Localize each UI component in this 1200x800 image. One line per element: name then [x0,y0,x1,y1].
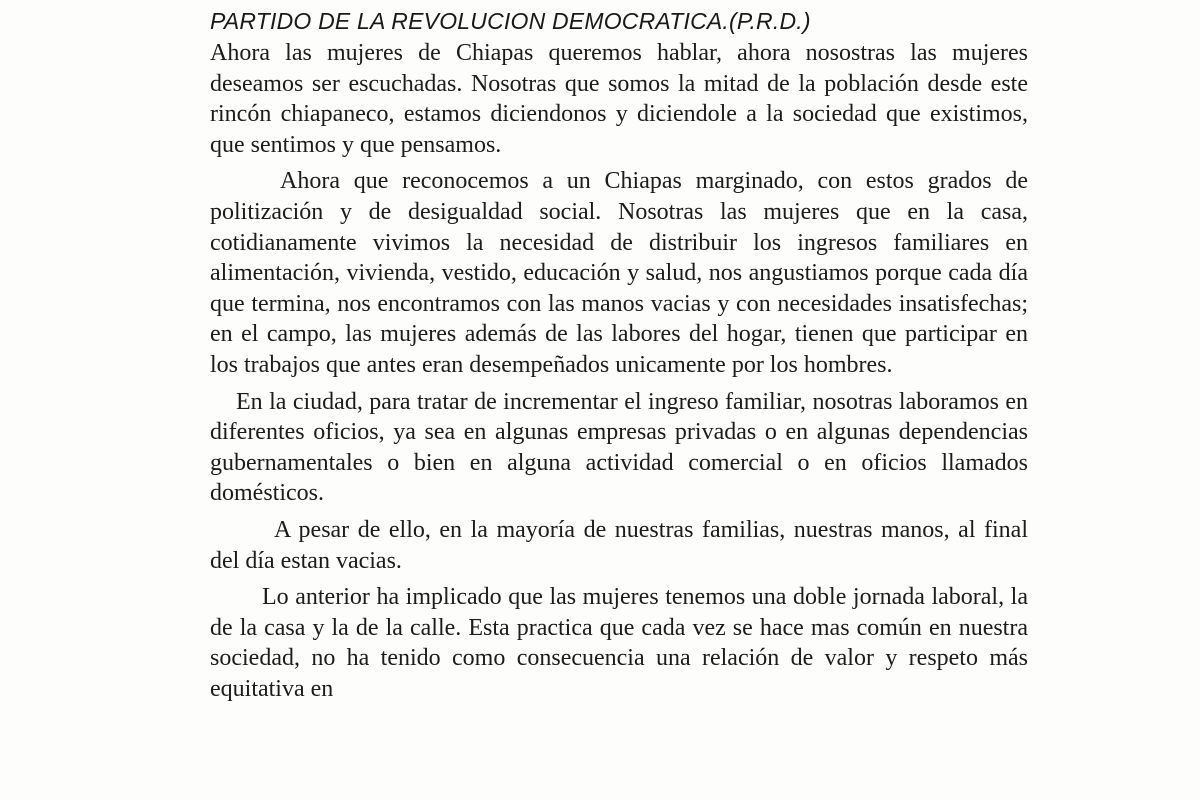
paragraph-3: En la ciudad, para tratar de incrementar el ingreso familiar, nosotras laboramos en diferentes oficios, ya sea en algunas empresas privadas o en algunas dependencias gubernamentales o bien en alguna actividad comercial o en oficios llamados domésticos. [210,388,1028,507]
paragraph-4: A pesar de ello, en la mayoría de nuestras familias, nuestras manos, al final del día estan vacias. [210,516,1028,574]
paragraph-2: Ahora que reconocemos a un Chiapas marginado, con estos grados de politización y de desigualdad social. Nosotras las mujeres que en la casa, cotidianamente vivimos la necesidad de distribuir los ingresos familiares en alimentación, vivienda, vestido, educación y salud, nos angustiamos porque cada día que termina, nos encontramos con las manos vacias y con necesidades insatisfechas; en el campo, las mujeres además de las labores del hogar, tienen que participar en los trabajos que antes eran desempeñados unicamente por los hombres. [210,168,1028,378]
document-body [210,6,1028,710]
document-heading: PARTIDO DE LA REVOLUCION DEMOCRATICA.(P.R.D.) [210,8,811,34]
paragraph-5: Lo anterior ha implicado que las mujeres tenemos una doble jornada laboral, la de la casa y la de la calle. Esta practica que cada vez se hace mas común en nuestra sociedad, no ha tenido como consecuencia una relación de valor y respeto más equitativa en [210,584,1028,702]
paragraph-1: Ahora las mujeres de Chiapas queremos hablar, ahora nosostras las mujeres deseamos ser escuchadas. Nosotras que somos la mitad de la población desde este rincón chiapaneco, estamos diciendonos y diciendole a la sociedad que existimos, que sentimos y que pensamos. [210,40,1028,158]
